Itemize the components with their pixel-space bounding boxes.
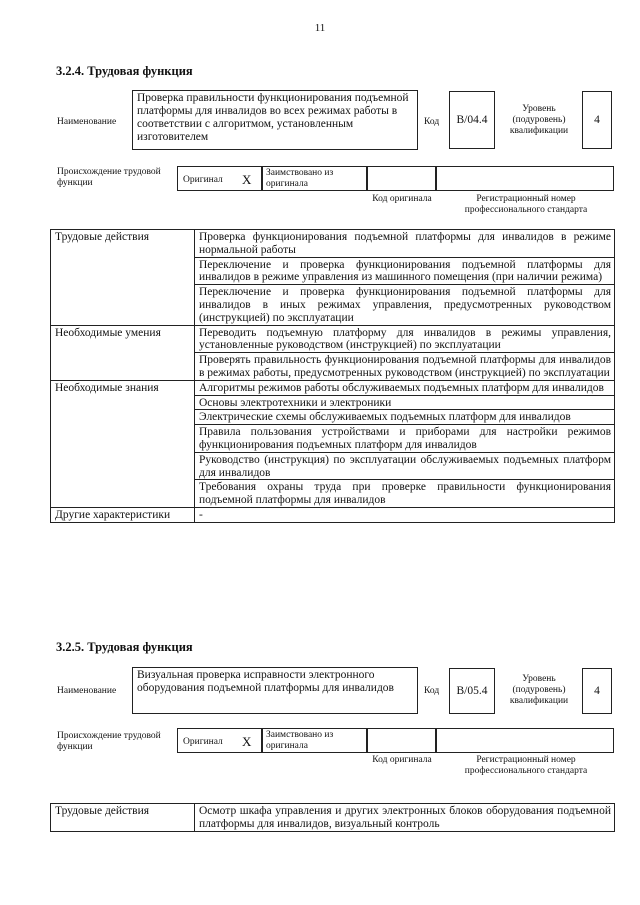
code-original-label: Код оригинала — [372, 755, 432, 765]
function-code: B/05.4 — [449, 668, 495, 714]
knowledge-item: Алгоритмы режимов работы обслуживаемых подъемных платформ для инвалидов — [195, 380, 615, 395]
skill-item: Переводить подъемную платформу для инвалидов в режимы управления, установленные руководством (инструкцией) по эксплуатации — [195, 325, 615, 353]
function-table-2 — [50, 803, 615, 832]
labor-actions-label: Трудовые действия — [51, 230, 195, 326]
skill-item: Проверять правильность функционирования подъемной платформы для инвалидов в режимах работы, предусмотренных руководством (инструкцией) по эксплуатации — [195, 353, 615, 381]
origin-label: Происхождение трудовой функции — [57, 167, 161, 188]
borrowed-cell: Заимствовано из оригинала — [262, 728, 367, 753]
level-label: Уровень (подуровень) квалификации — [509, 103, 569, 136]
origin-row — [177, 166, 614, 191]
labor-action-item: Переключение и проверка функционирования подъемной платформы для инвалидов в режиме управления из машинного помещения (при наличии режима) — [195, 257, 615, 285]
origin-label: Происхождение трудовой функции — [57, 731, 161, 752]
knowledge-label: Необходимые знания — [51, 380, 195, 507]
code-original-label: Код оригинала — [372, 194, 432, 204]
knowledge-item: Правила пользования устройствами и приборами для настройки режимов функционирования подъемных платформ для инвалидов — [195, 425, 615, 453]
reg-number-label: Регистрационный номер профессионального стандарта — [464, 194, 588, 215]
original-mark: X — [242, 734, 252, 749]
knowledge-item: Руководство (инструкция) по эксплуатации обслуживаемых подъемных платформ для инвалидов — [195, 452, 615, 480]
original-mark: X — [242, 172, 252, 187]
code-label: Код — [424, 117, 440, 127]
borrowed-cell: Заимствовано из оригинала — [262, 166, 367, 191]
page-number: 11 — [314, 22, 326, 34]
code-original-cell — [367, 728, 436, 753]
knowledge-item: Основы электротехники и электроники — [195, 395, 615, 410]
function-name: Визуальная проверка исправности электронного оборудования подъемной платформы для инвалидов — [132, 667, 418, 714]
reg-number-label: Регистрационный номер профессионального стандарта — [464, 755, 588, 776]
section-heading: 3.2.5. Трудовая функция — [56, 640, 193, 654]
original-label: Оригинал — [183, 175, 223, 185]
name-label: Наименование — [57, 686, 117, 696]
level-value: 4 — [582, 91, 612, 149]
labor-action-item: Проверка функционирования подъемной платформы для инвалидов в режиме нормальной работы — [195, 230, 615, 258]
other-characteristics-value: - — [195, 507, 615, 522]
origin-row — [177, 728, 614, 753]
level-label: Уровень (подуровень) квалификации — [509, 673, 569, 706]
labor-actions-label: Трудовые действия — [51, 804, 195, 832]
reg-number-cell — [436, 728, 614, 753]
original-label: Оригинал — [183, 737, 223, 747]
original-cell — [177, 728, 262, 753]
code-label: Код — [424, 686, 440, 696]
knowledge-item: Требования охраны труда при проверке правильности функционирования подъемной платформы для инвалидов — [195, 480, 615, 508]
original-cell — [177, 166, 262, 191]
code-original-cell — [367, 166, 436, 191]
knowledge-item: Электрические схемы обслуживаемых подъемных платформ для инвалидов — [195, 410, 615, 425]
level-value: 4 — [582, 668, 612, 714]
name-label: Наименование — [57, 117, 117, 127]
other-characteristics-label: Другие характеристики — [51, 507, 195, 522]
function-name: Проверка правильности функционирования подъемной платформы для инвалидов во всех режимах работы в соответствии с алгоритмом, установленным изготовителем — [132, 90, 418, 150]
skills-label: Необходимые умения — [51, 325, 195, 380]
function-code: B/04.4 — [449, 91, 495, 149]
section-heading: 3.2.4. Трудовая функция — [56, 64, 193, 78]
labor-action-item: Переключение и проверка функционирования подъемной платформы для инвалидов в иных режимах управления, предусмотренных руководством (инструкцией) по эксплуатации — [195, 285, 615, 325]
labor-action-item: Осмотр шкафа управления и других электронных блоков оборудования подъемной платформы для инвалидов, визуальный контроль — [195, 804, 615, 832]
reg-number-cell — [436, 166, 614, 191]
function-table-1 — [50, 229, 615, 523]
